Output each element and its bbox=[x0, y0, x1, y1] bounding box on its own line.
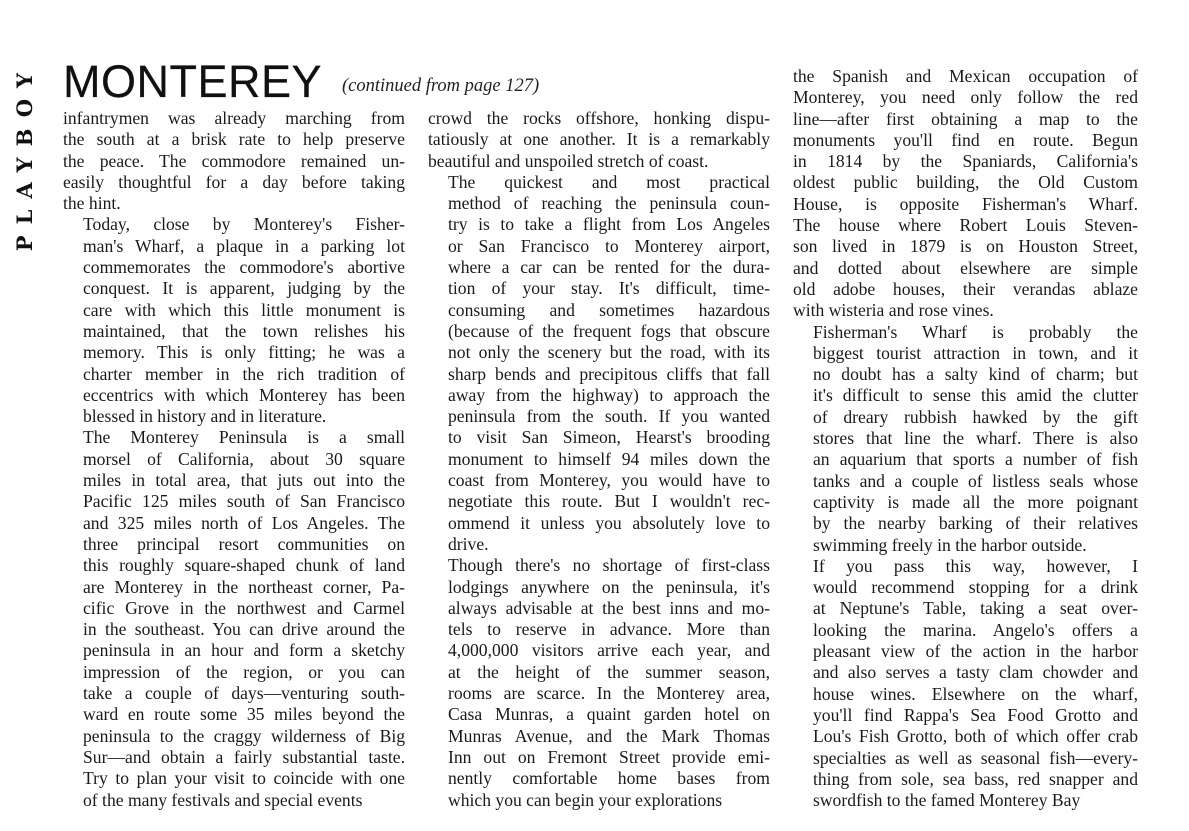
text-line: the hint. bbox=[63, 193, 121, 214]
text-line: tatiously at one another. It is a remarkably bbox=[428, 129, 770, 150]
text-line: ommend it unless you absolutely love to bbox=[448, 512, 770, 533]
text-line: cific Grove in the northwest and Carmel bbox=[83, 597, 405, 618]
text-line: consuming and sometimes hazardous bbox=[448, 299, 770, 320]
text-line: line—after first obtaining a map to the bbox=[793, 108, 1138, 129]
text-line: eccentrics with which Monterey has been bbox=[83, 384, 405, 405]
text-line: method of reaching the peninsula coun- bbox=[448, 193, 770, 214]
text-line: rooms are scarce. In the Monterey area, bbox=[448, 683, 770, 704]
text-line: at Neptune's Table, taking a seat over- bbox=[813, 598, 1138, 619]
text-line: drive. bbox=[448, 533, 489, 554]
text-line: If you pass this way, however, I bbox=[813, 555, 1138, 576]
text-line: of dreary rubbish hawked by the gift bbox=[813, 406, 1138, 427]
text-line: care with which this little monument is bbox=[83, 299, 405, 320]
text-line: The house where Robert Louis Steven- bbox=[793, 215, 1138, 236]
paragraph bbox=[428, 108, 770, 172]
text-column-1 bbox=[63, 108, 405, 811]
text-line: charter member in the rich tradition of bbox=[83, 363, 405, 384]
magazine-name-running-head: PLAYBOY bbox=[12, 62, 37, 252]
text-line: stores that line the wharf. There is also bbox=[813, 428, 1138, 449]
text-line: tion of your stay. It's difficult, time- bbox=[448, 278, 770, 299]
text-line: tanks and a couple of listless seals whose bbox=[813, 470, 1138, 491]
text-line: Lou's Fish Grotto, both of which offer crab bbox=[813, 726, 1138, 747]
text-line: three principal resort communities on bbox=[83, 533, 405, 554]
text-line: lodgings anywhere on the peninsula, it's bbox=[448, 576, 770, 597]
text-line: no doubt has a salty kind of charm; but bbox=[813, 364, 1138, 385]
article-title: MONTEREY bbox=[63, 56, 323, 107]
text-line: maintained, that the town relishes his bbox=[83, 320, 405, 341]
article-header bbox=[63, 56, 540, 107]
text-line: to visit San Simeon, Hearst's brooding bbox=[448, 427, 770, 448]
text-line: which you can begin your explorations bbox=[448, 789, 723, 810]
text-line: where a car can be rented for the dura- bbox=[448, 257, 770, 278]
text-line: old adobe houses, their verandas ablaze bbox=[793, 278, 1138, 299]
paragraph bbox=[428, 555, 770, 811]
text-line: easily thoughtful for a day before taking bbox=[63, 171, 405, 192]
text-column-3 bbox=[793, 66, 1138, 811]
text-line: beautiful and unspoiled stretch of coast. bbox=[428, 150, 709, 171]
text-line: an aquarium that sports a number of fish bbox=[813, 449, 1138, 470]
text-line: at the height of the summer season, bbox=[448, 661, 770, 682]
text-line: man's Wharf, a plaque in a parking lot bbox=[83, 235, 405, 256]
text-line: it's difficult to sense this amid the clutter bbox=[813, 385, 1138, 406]
text-line: always advisable at the best inns and mo- bbox=[448, 597, 770, 618]
paragraph bbox=[63, 214, 405, 427]
text-line: Casa Munras, a quaint garden hotel on bbox=[448, 704, 770, 725]
text-line: swordfish to the famed Monterey Bay bbox=[813, 790, 1081, 811]
text-line: peninsula in an hour and form a sketchy bbox=[83, 640, 405, 661]
text-line: try is to take a flight from Los Angeles bbox=[448, 214, 770, 235]
text-line: (because of the frequent fogs that obscure bbox=[448, 320, 770, 341]
text-line: coast from Monterey, you would have to bbox=[448, 470, 770, 491]
text-line: and also serves a tasty clam chowder and bbox=[813, 662, 1138, 683]
text-line: peninsula from the south. If you wanted bbox=[448, 406, 770, 427]
text-line: memory. This is only fitting; he was a bbox=[83, 342, 405, 363]
text-line: and 325 miles north of Los Angeles. The bbox=[83, 512, 405, 533]
text-line: sharp bends and precipitous cliffs that fall bbox=[448, 363, 770, 384]
text-line: the peace. The commodore remained un- bbox=[63, 150, 405, 171]
text-line: son lived in 1879 is on Houston Street, bbox=[793, 236, 1138, 257]
paragraph bbox=[793, 556, 1138, 812]
text-line: Though there's no shortage of first-class bbox=[448, 555, 770, 576]
text-line: biggest tourist attraction in town, and it bbox=[813, 342, 1138, 363]
text-line: house wines. Elsewhere on the wharf, bbox=[813, 683, 1138, 704]
text-line: thing from sole, sea bass, red snapper and bbox=[813, 768, 1138, 789]
text-line: pleasant view of the action in the harbor bbox=[813, 641, 1138, 662]
text-line: swimming freely in the harbor outside. bbox=[813, 534, 1087, 555]
text-line: in 1814 by the Spaniards, California's bbox=[793, 151, 1138, 172]
text-line: House, is opposite Fisherman's Wharf. bbox=[793, 193, 1138, 214]
text-line: blessed in history and in literature. bbox=[83, 406, 327, 427]
text-line: in the southeast. You can drive around the bbox=[83, 619, 405, 640]
text-line: nently comfortable home bases from bbox=[448, 768, 770, 789]
text-line: captivity is made all the more poignant bbox=[813, 491, 1138, 512]
paragraph bbox=[63, 108, 405, 214]
text-column-2 bbox=[428, 108, 770, 811]
continued-note: (continued from page 127) bbox=[342, 76, 540, 96]
text-line: peninsula to the craggy wilderness of Big bbox=[83, 725, 405, 746]
text-line: or San Francisco to Monterey airport, bbox=[448, 235, 770, 256]
text-line: Pacific 125 miles south of San Francisco bbox=[83, 491, 405, 512]
text-line: morsel of California, about 30 square bbox=[83, 448, 405, 469]
text-line: are Monterey in the northeast corner, Pa- bbox=[83, 576, 405, 597]
text-line: Munras Avenue, and the Mark Thomas bbox=[448, 725, 770, 746]
text-line: Sur—and obtain a fairly substantial taste. bbox=[83, 746, 405, 767]
text-line: with wisteria and rose vines. bbox=[793, 300, 994, 321]
text-line: Monterey, you need only follow the red bbox=[793, 87, 1138, 108]
text-line: looking the marina. Angelo's offers a bbox=[813, 619, 1138, 640]
text-line: specialties as well as seasonal fish—every- bbox=[813, 747, 1138, 768]
text-line: conquest. It is apparent, judging by the bbox=[83, 278, 405, 299]
paragraph bbox=[793, 322, 1138, 556]
text-line: monuments you'll find en route. Begun bbox=[793, 129, 1138, 150]
text-line: you'll find Rappa's Sea Food Grotto and bbox=[813, 704, 1138, 725]
paragraph bbox=[793, 66, 1138, 322]
text-line: oldest public building, the Old Custom bbox=[793, 172, 1138, 193]
text-line: negotiate this route. But I wouldn't rec- bbox=[448, 491, 770, 512]
text-line: monument to himself 94 miles down the bbox=[448, 448, 770, 469]
text-line: this roughly square-shaped chunk of land bbox=[83, 555, 405, 576]
text-line: Inn out on Fremont Street provide emi- bbox=[448, 746, 770, 767]
text-line: The Monterey Peninsula is a small bbox=[83, 427, 405, 448]
paragraph bbox=[63, 427, 405, 810]
paragraph bbox=[428, 172, 770, 555]
text-line: and dotted about elsewhere are simple bbox=[793, 257, 1138, 278]
text-line: impression of the region, or you can bbox=[83, 661, 405, 682]
text-line: away from the highway) to approach the bbox=[448, 384, 770, 405]
text-line: the Spanish and Mexican occupation of bbox=[793, 66, 1138, 86]
text-line: the south at a brisk rate to help preserve bbox=[63, 129, 405, 150]
text-line: 4,000,000 visitors arrive each year, and bbox=[448, 640, 770, 661]
text-line: The quickest and most practical bbox=[448, 171, 770, 192]
text-line: by the nearby barking of their relatives bbox=[813, 513, 1138, 534]
text-line: commemorates the commodore's abortive bbox=[83, 257, 405, 278]
text-line: would recommend stopping for a drink bbox=[813, 577, 1138, 598]
text-line: Today, close by Monterey's Fisher- bbox=[83, 214, 405, 235]
text-line: of the many festivals and special events bbox=[83, 789, 363, 810]
text-line: ward en route some 35 miles beyond the bbox=[83, 704, 405, 725]
text-line: Try to plan your visit to coincide with one bbox=[83, 768, 405, 789]
text-line: tels to reserve in advance. More than bbox=[448, 619, 770, 640]
text-line: crowd the rocks offshore, honking dispu- bbox=[428, 108, 770, 128]
text-line: Fisherman's Wharf is probably the bbox=[813, 321, 1138, 342]
text-line: not only the scenery but the road, with its bbox=[448, 342, 770, 363]
text-line: take a couple of days—venturing south- bbox=[83, 683, 405, 704]
text-line: miles in total area, that juts out into the bbox=[83, 470, 405, 491]
text-line: infantrymen was already marching from bbox=[63, 108, 405, 128]
